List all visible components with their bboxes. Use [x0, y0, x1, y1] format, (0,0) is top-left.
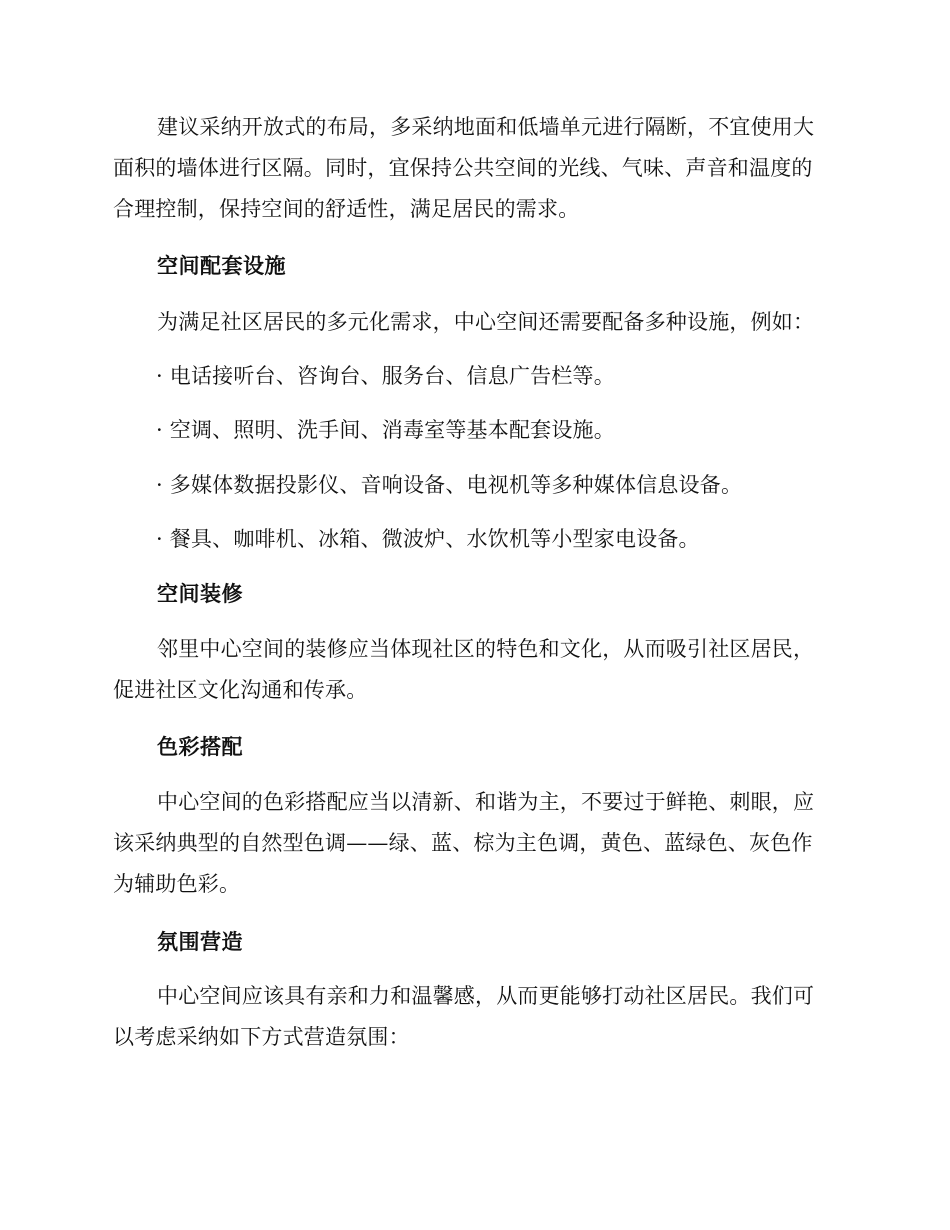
section-heading-color: 色彩搭配	[157, 735, 243, 759]
facility-list-item: · 电话接听台、咨询台、服务台、信息广告栏等。	[156, 364, 615, 388]
facilities-intro-paragraph: 为满足社区居民的多元化需求，中心空间还需要配备多种设施，例如：	[157, 310, 815, 334]
color-paragraph: 中心空间的色彩搭配应当以清新、和谐为主，不要过于鲜艳、刺眼，应该采纳典型的自然型色调——绿、蓝、棕为主色调，黄色、蓝绿色、灰色作为辅助色彩。	[113, 790, 815, 896]
atmosphere-paragraph: 中心空间应该具有亲和力和温馨感，从而更能够打动社区居民。我们可以考虑采纳如下方式营造氛围：	[113, 984, 815, 1049]
facility-list-item: · 餐具、咖啡机、冰箱、微波炉、水饮机等小型家电设备。	[156, 527, 700, 551]
layout-paragraph: 建议采纳开放式的布局，多采纳地面和低墙单元进行隔断，不宜使用大面积的墙体进行区隔。同时，宜保持公共空间的光线、气味、声音和温度的合理控制，保持空间的舒适性，满足居民的需求。	[113, 115, 815, 221]
section-heading-decoration: 空间装修	[157, 582, 243, 606]
facility-list-item: · 多媒体数据投影仪、音响设备、电视机等多种媒体信息设备。	[156, 473, 743, 497]
facility-list-item: · 空调、照明、洗手间、消毒室等基本配套设施。	[156, 418, 615, 442]
section-heading-atmosphere: 氛围营造	[157, 930, 243, 954]
section-heading-facilities: 空间配套设施	[157, 254, 286, 278]
decoration-paragraph: 邻里中心空间的装修应当体现社区的特色和文化，从而吸引社区居民，促进社区文化沟通和传承。	[113, 637, 815, 702]
